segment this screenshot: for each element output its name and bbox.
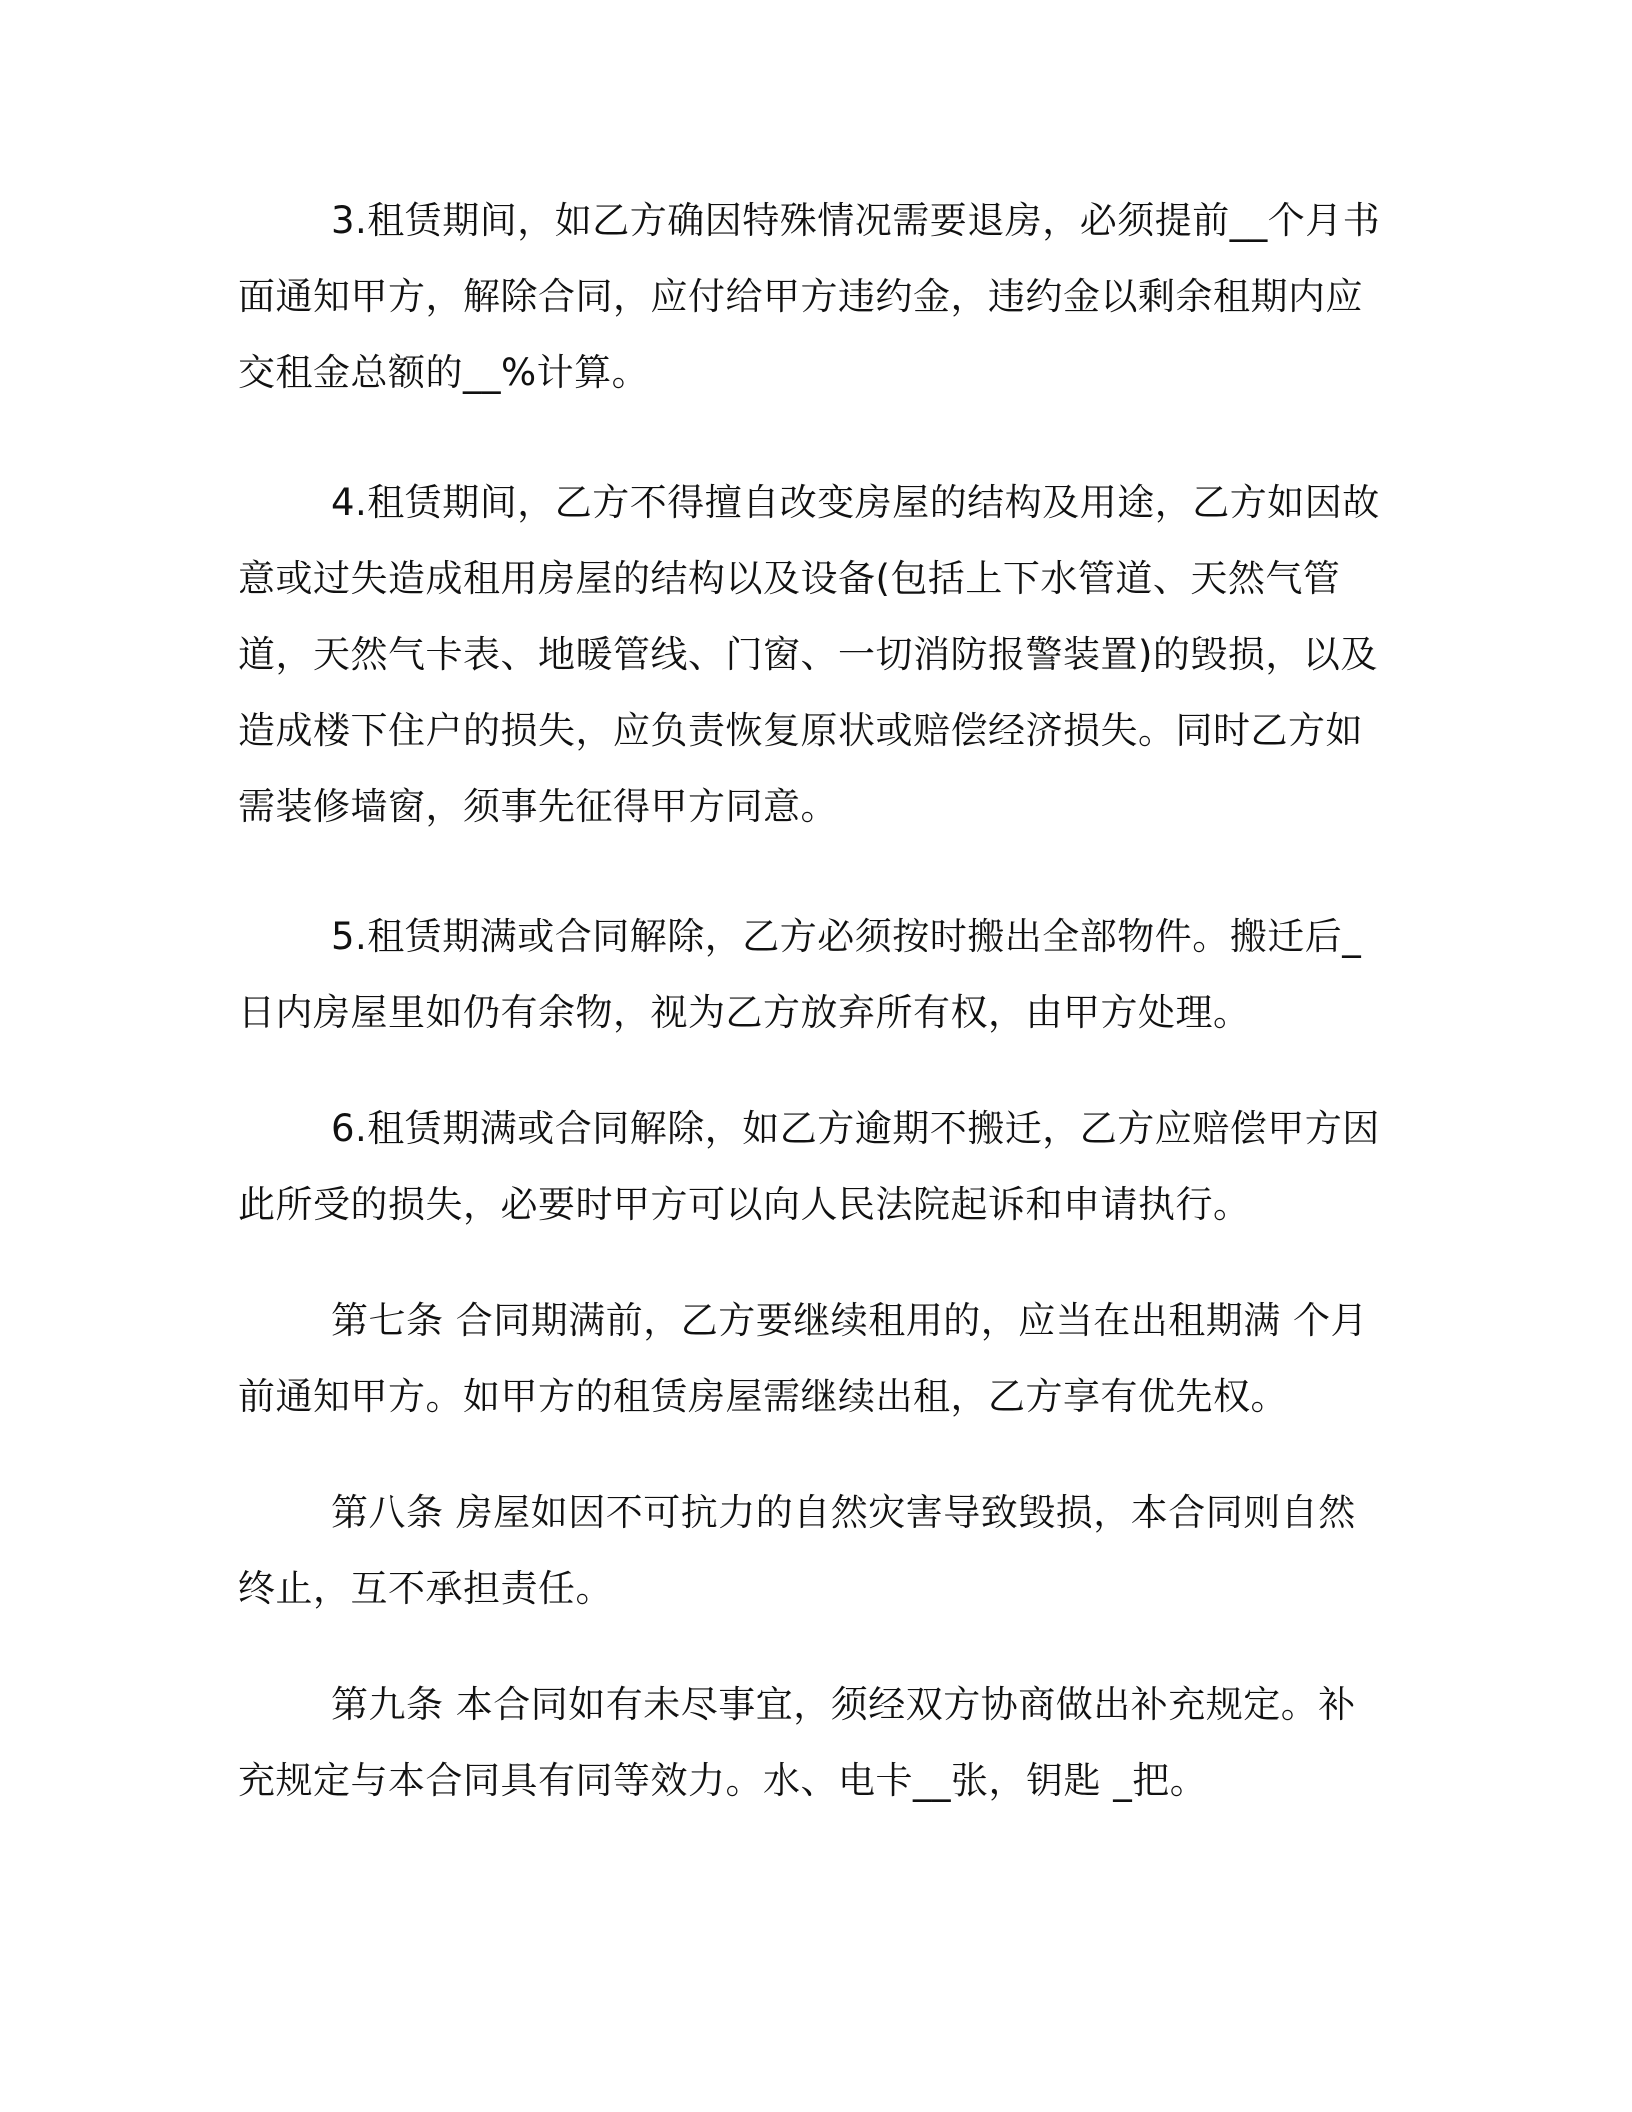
article-8-paragraph: 第八条 房屋如因不可抗力的自然灾害导致毁损，本合同则自然终止，互不承担责任。 <box>238 1491 1356 1610</box>
clause-6-paragraph: 6.租赁期满或合同解除，如乙方逾期不搬迁，乙方应赔偿甲方因此所受的损失，必要时甲方可以向人民法院起诉和申请执行。 <box>238 1107 1380 1226</box>
clause-3-paragraph: 3.租赁期间，如乙方确因特殊情况需要退房，必须提前__个月书面通知甲方，解除合同，应付给甲方违约金，违约金以剩余租期内应交租金总额的__%计算。 <box>238 199 1381 394</box>
document-body <box>238 183 1388 1819</box>
article-9-paragraph: 第九条 本合同如有未尽事宜，须经双方协商做出补充规定。补充规定与本合同具有同等效力。水、电卡__张，钥匙 _把。 <box>238 1683 1356 1802</box>
clause-5-paragraph: 5.租赁期满或合同解除，乙方必须按时搬出全部物件。搬迁后_日内房屋里如仍有余物，视为乙方放弃所有权，由甲方处理。 <box>238 915 1362 1034</box>
clause-4-paragraph: 4.租赁期间，乙方不得擅自改变房屋的结构及用途，乙方如因故意或过失造成租用房屋的结构以及设备(包括上下水管道、天然气管道，天然气卡表、地暖管线、门窗、一切消防报警装置)的毁损，以及造成楼下住户的损失，应负责恢复原状或赔偿经济损失。同时乙方如需装修墙窗，须事先征得甲方同意。 <box>238 481 1380 828</box>
article-7-paragraph: 第七条 合同期满前，乙方要继续租用的，应当在出租期满 个月前通知甲方。如甲方的租赁房屋需继续出租，乙方享有优先权。 <box>238 1299 1369 1418</box>
